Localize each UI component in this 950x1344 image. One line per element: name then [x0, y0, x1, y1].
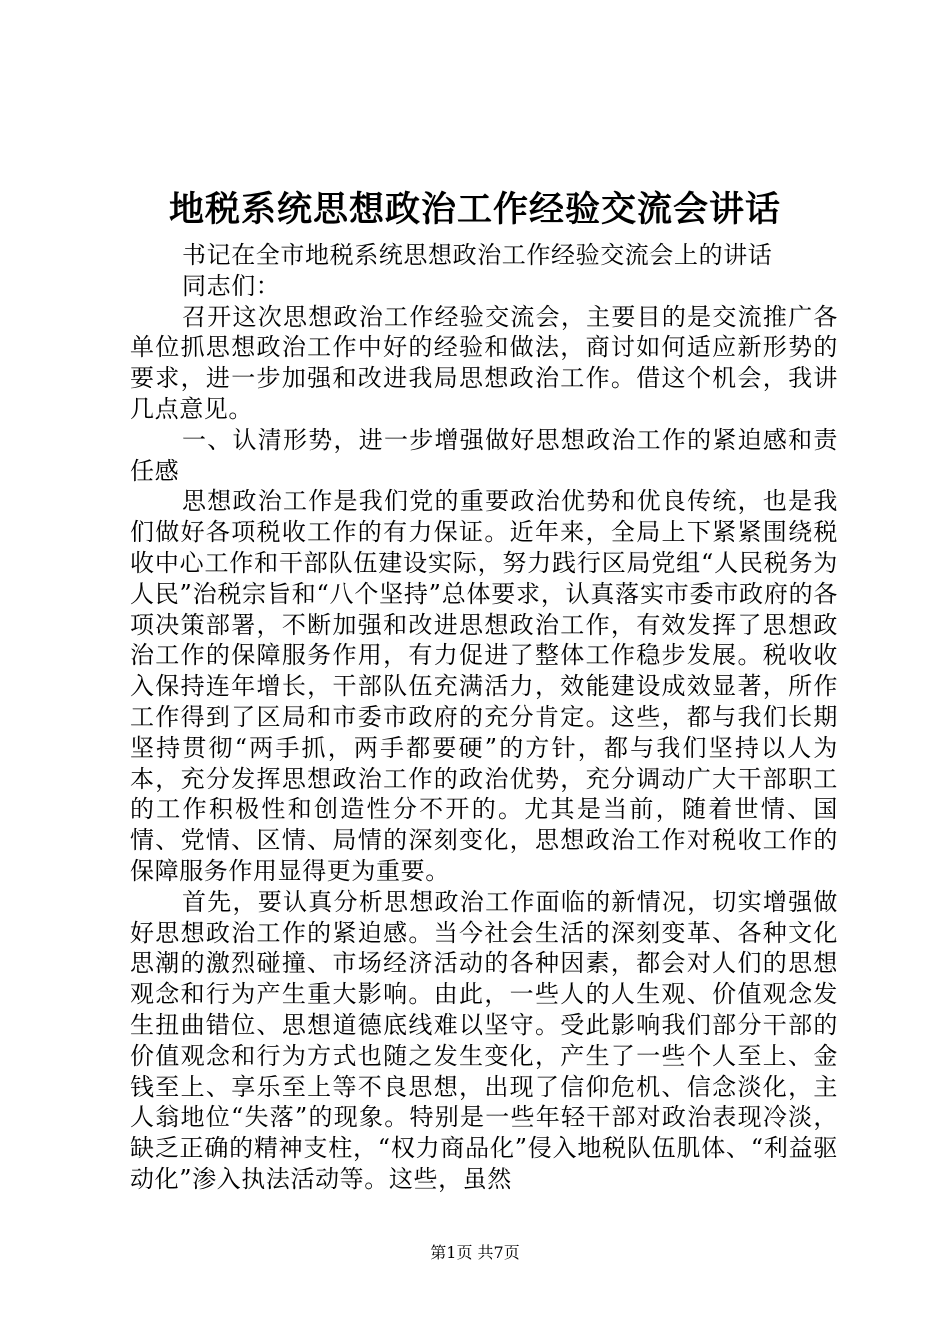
body-paragraph: 思想政治工作是我们党的重要政治优势和优良传统，也是我们做好各项税收工作的有力保证。近年来，全局上下紧紧围绕税收中心工作和干部队伍建设实际，努力践行区局党组“人民税务为人民”治税宗旨和“八个坚持”总体要求，认真落实市委市政府的各项决策部署，不断加强和改进思想政治工作，有效发挥了思想政治工作的保障服务作用，有力促进了整体工作稳步发展。税收收入保持连年增长，干部队伍充满活力，效能建设成效显著，所作工作得到了区局和市委市政府的充分肯定。这些，都与我们长期坚持贯彻“两手抓，两手都要硬”的方针，都与我们坚持以人为本，充分发挥思想政治工作的政治优势，充分调动广大干部职工的工作积极性和创造性分不开的。尤其是当前，随着世情、国情、党情、区情、局情的深刻变化，思想政治工作对税收工作的保障服务作用显得更为重要。 [130, 487, 838, 885]
subtitle-paragraph: 书记在全市地税系统思想政治工作经验交流会上的讲话 [182, 241, 773, 269]
page-number-footer: 第1页 共7页 [430, 1243, 520, 1262]
document-title: 地税系统思想政治工作经验交流会讲话 [168, 190, 781, 230]
salutation-paragraph: 同志们： [182, 271, 281, 300]
document-body [130, 240, 838, 1195]
body-paragraph: 首先，要认真分析思想政治工作面临的新情况，切实增强做好思想政治工作的紧迫感。当今社会生活的深刻变革、各种文化思潮的激烈碰撞、市场经济活动的各种因素，都会对人们的思想观念和行为产生重大影响。由此，一些人的人生观、价值观念发生扭曲错位、思想道德底线难以坚守。受此影响我们部分干部的价值观念和行为方式也随之发生变化，产生了一些个人至上、金钱至上、享乐至上等不良思想，出现了信仰危机、信念淡化，主人翁地位“失落”的现象。特别是一些年轻干部对政治表现冷淡，缺乏正确的精神支柱，“权力商品化”侵入地税队伍肌体、“利益驱动化”渗入执法活动等。这些，虽然 [130, 887, 838, 1193]
section-heading: 一、认清形势，进一步增强做好思想政治工作的紧迫感和责任感 [130, 425, 838, 485]
intro-paragraph: 召开这次思想政治工作经验交流会，主要目的是交流推广各单位抓思想政治工作中好的经验和做法，商讨如何适应新形势的要求，进一步加强和改进我局思想政治工作。借这个机会，我讲几点意见。 [130, 302, 838, 423]
